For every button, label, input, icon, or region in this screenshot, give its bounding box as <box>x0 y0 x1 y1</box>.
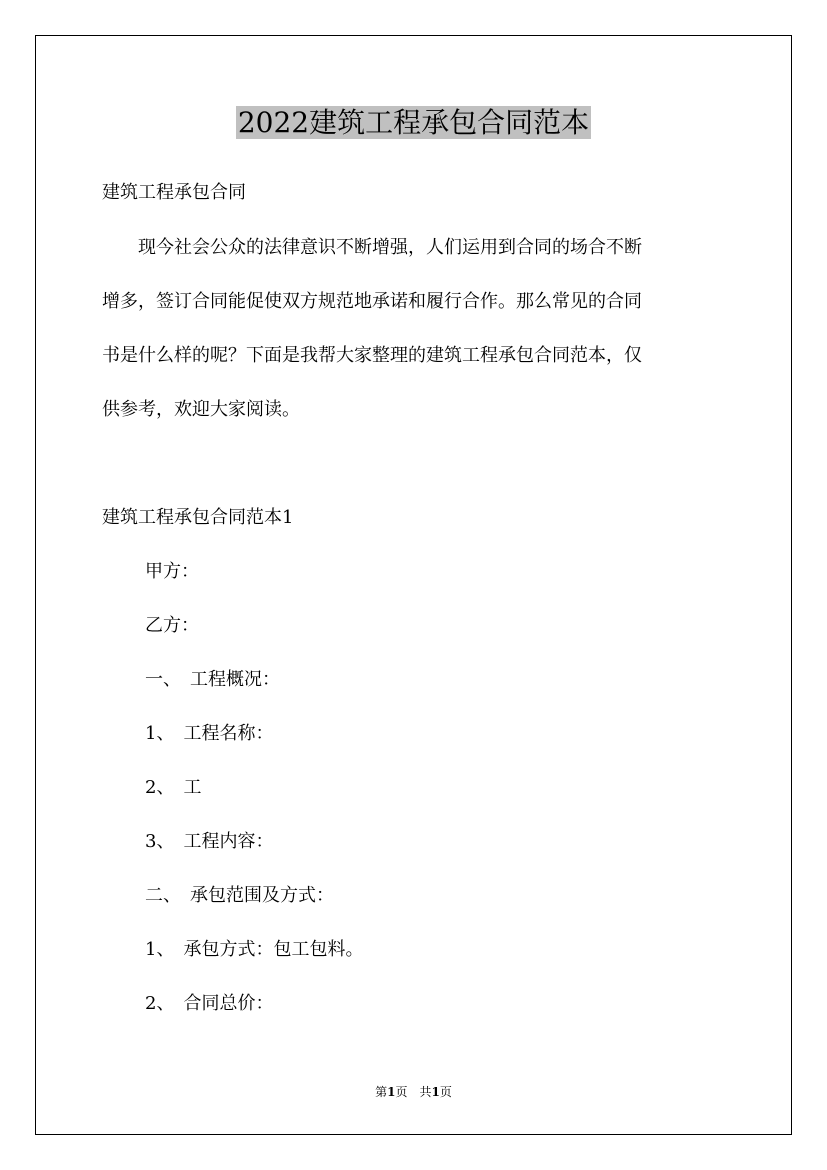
list-item-project-name: 1、 工程名称： <box>145 723 274 744</box>
footer-mid: 页 共 <box>395 1085 432 1099</box>
list-item-scope-method: 二、 承包范围及方式： <box>145 885 334 906</box>
document-title-text: 2022建筑工程承包合同范本 <box>237 106 590 139</box>
page-footer <box>0 1084 827 1100</box>
list-item-contract-method: 1、 承包方式：包工包料。 <box>145 939 364 960</box>
list-item-project-2: 2、 工 <box>145 777 202 798</box>
document-subtitle: 建筑工程承包合同 <box>102 182 246 203</box>
list-item-project-content: 3、 工程内容： <box>145 831 274 852</box>
list-item-project-overview: 一、 工程概况： <box>145 669 280 690</box>
intro-line-1: 现今社会公众的法律意识不断增强，人们运用到合同的场合不断 <box>102 237 642 258</box>
footer-suffix: 页 <box>439 1085 452 1099</box>
list-item-party-b: 乙方： <box>145 615 199 636</box>
section-heading: 建筑工程承包合同范本1 <box>102 507 294 528</box>
intro-line-2: 增多，签订合同能促使双方规范地承诺和履行合作。那么常见的合同 <box>102 291 642 312</box>
list-item-contract-price: 2、 合同总价： <box>145 993 274 1014</box>
intro-line-3: 书是什么样的呢？下面是我帮大家整理的建筑工程承包合同范本，仅 <box>102 345 642 366</box>
document-title <box>0 104 827 142</box>
intro-line-4: 供参考，欢迎大家阅读。 <box>102 399 300 420</box>
list-item-party-a: 甲方： <box>145 561 199 582</box>
footer-page-number: 1 <box>387 1085 396 1099</box>
footer-prefix: 第 <box>375 1085 388 1099</box>
footer-page-total: 1 <box>431 1085 440 1099</box>
